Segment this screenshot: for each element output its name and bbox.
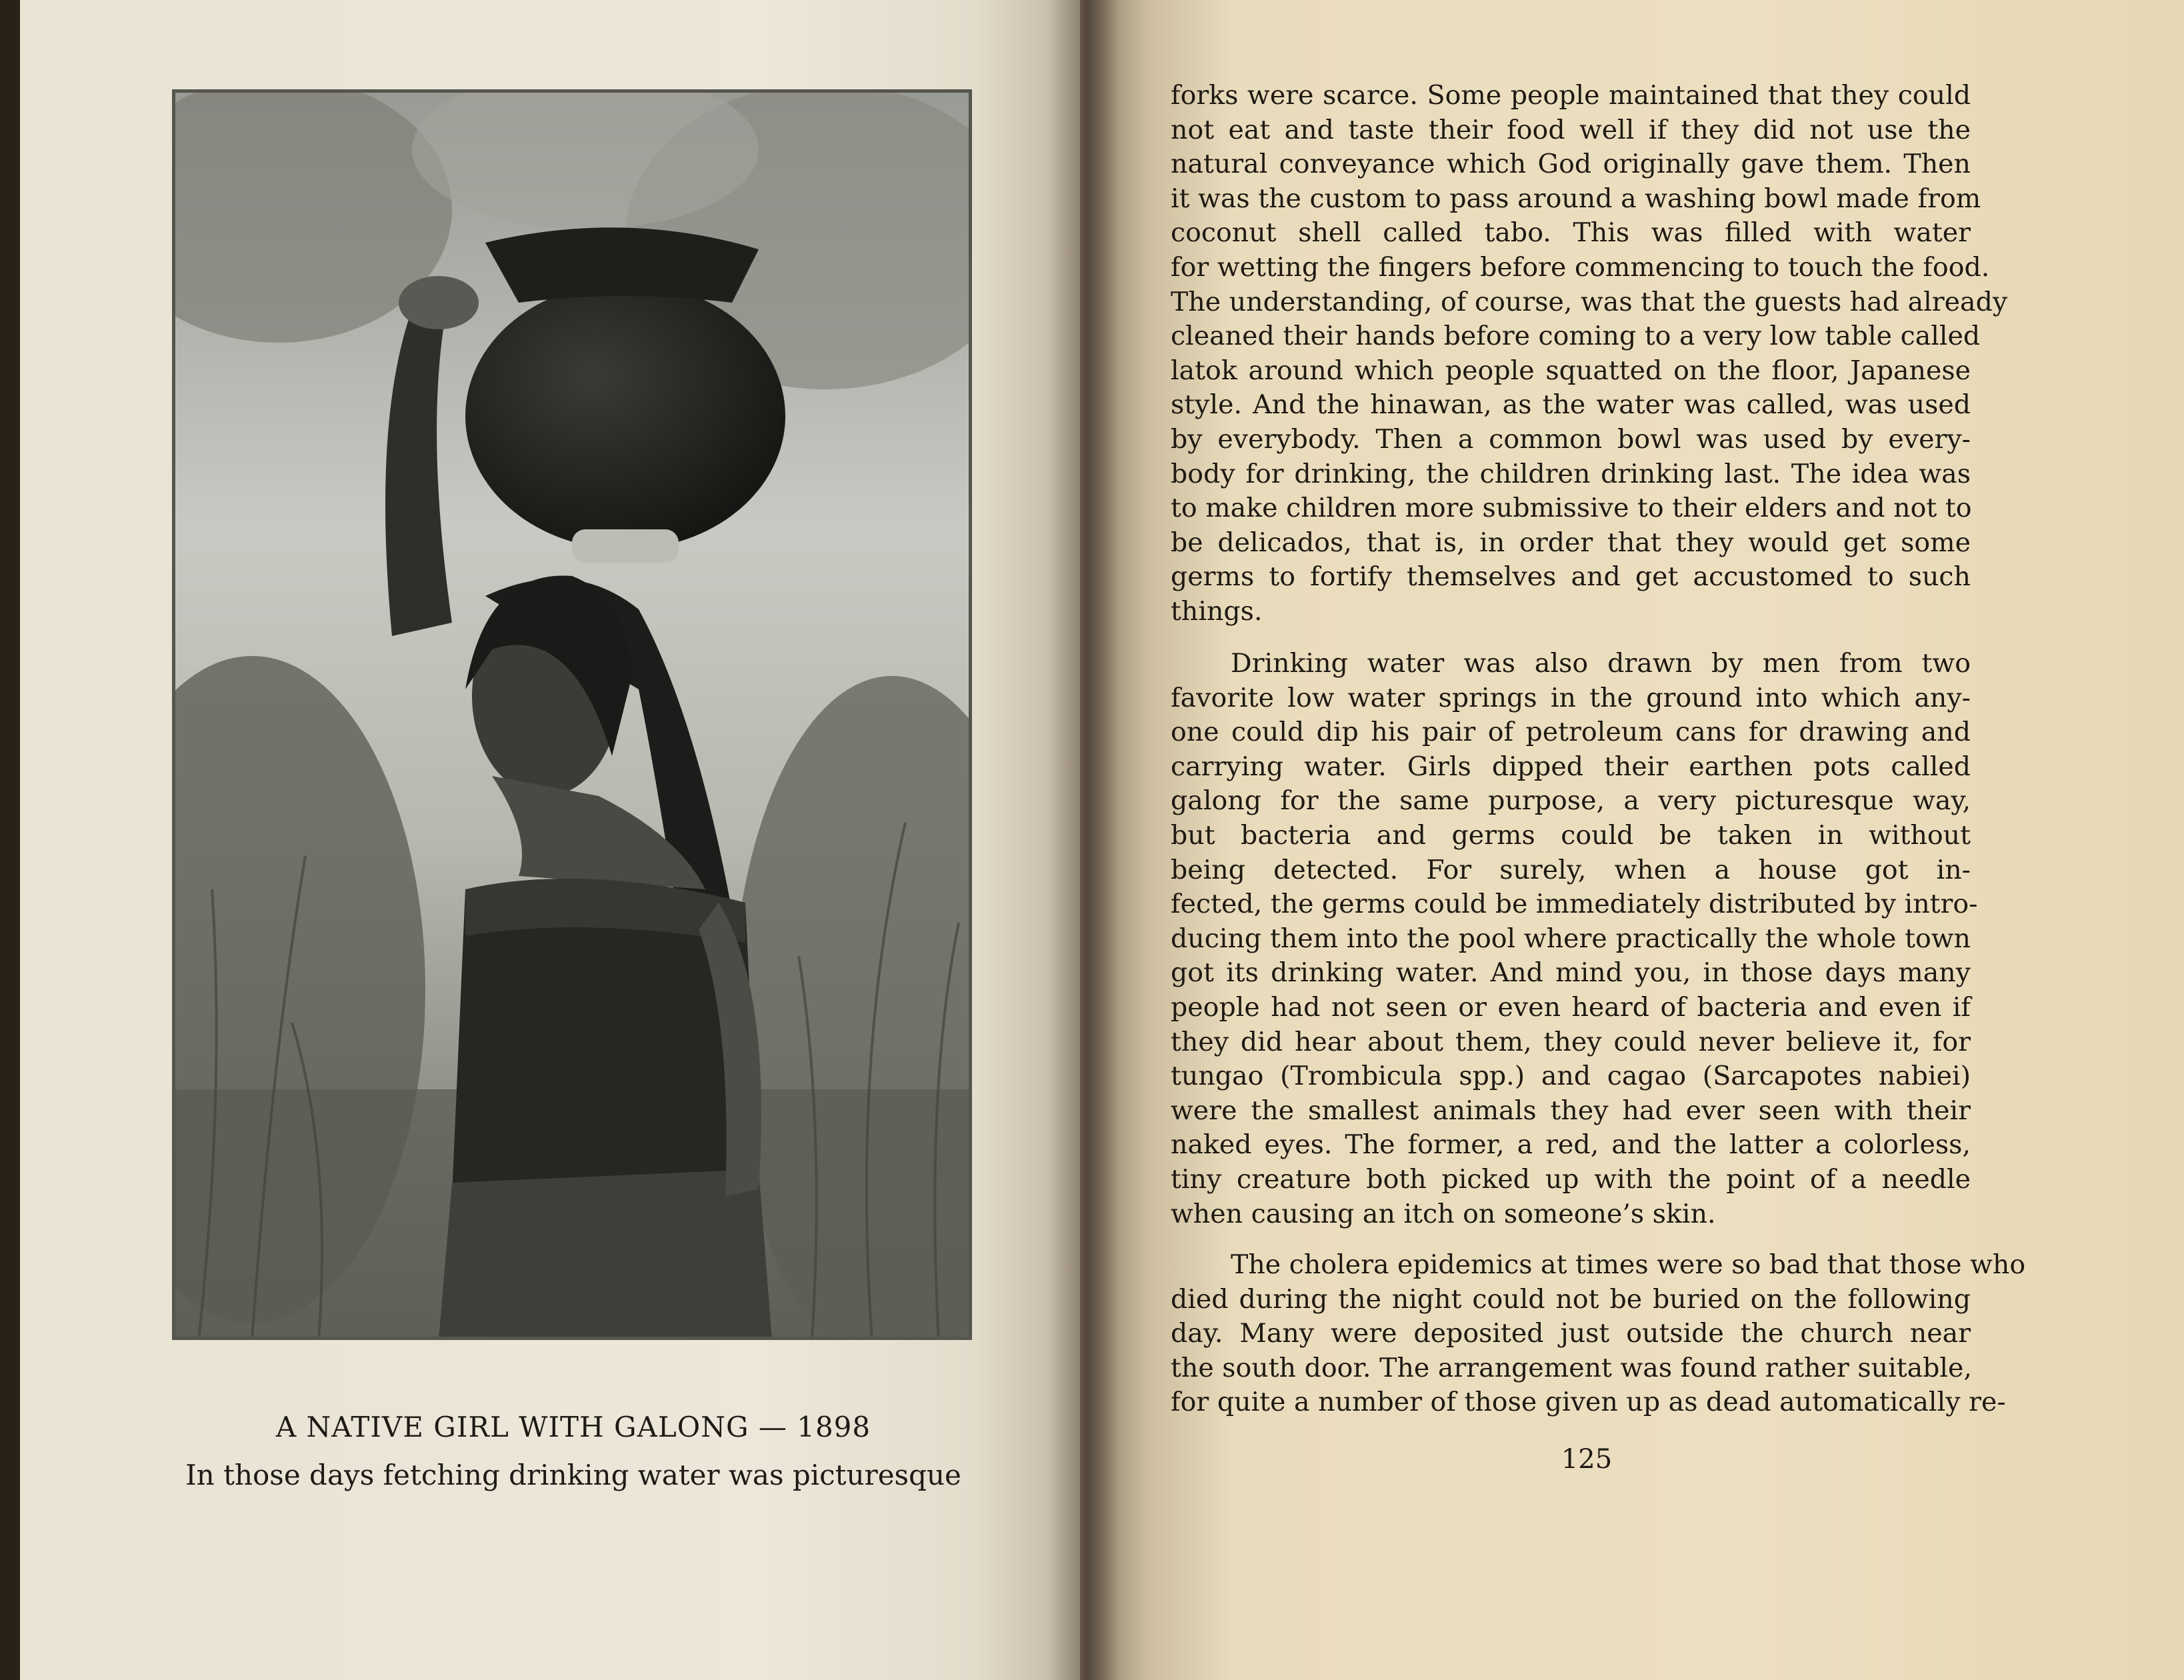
text-line: it was the custom to pass around a washing bowl made from [1171,183,1981,214]
text-line: galong for the same purpose, a very picturesque way, [1171,785,1971,817]
text-line: germs to fortify themselves and get accustomed to such [1171,561,1971,593]
text-line: being detected. For surely, when a house got in- [1171,854,1971,885]
text-line: The cholera epidemics at times were so bad that those who [1231,1249,2026,1280]
text-line: one could dip his pair of petroleum cans for drawing and [1171,717,1971,748]
text-line: tiny creature both picked up with the point of a needle [1171,1163,1971,1195]
text-line: when causing an itch on someone’s skin. [1171,1198,1716,1229]
text-line: favorite low water springs in the ground into which any- [1171,682,1971,713]
text-line: coconut shell called tabo. This was filled with water [1171,217,1971,249]
text-line: ducing them into the pool where practically the whole town [1171,923,1971,954]
text-line: got its drinking water. And mind you, in those days many [1171,957,1971,989]
text-line: people had not seen or even heard of bacteria and even if [1171,991,1971,1023]
text-line: to make children more submissive to their elders and not to [1171,493,1972,524]
text-line: for quite a number of those given up as dead automatically re- [1171,1387,2006,1418]
text-line: cleaned their hands before coming to a very low table called [1171,321,1981,352]
photo-illustration [172,89,972,1340]
paragraph-2 [1171,647,1978,1231]
text-line: The understanding, of course, was that the guests had already [1171,286,2008,317]
photo-caption-title: A NATIVE GIRL WITH GALONG — 1898 [275,1411,871,1443]
text-line: forks were scarce. Some people maintained that they could [1171,80,1971,111]
photo-girl-with-water-pot [172,89,972,1340]
text-line: by everybody. Then a common bowl was used by every- [1171,423,1971,455]
text-line: day. Many were deposited just outside the church near [1171,1318,1971,1349]
paragraph-3 [1171,1248,2026,1420]
text-line: style. And the hinawan, as the water was called, was used [1171,389,1971,421]
text-line: but bacteria and germs could be taken in without [1171,819,1971,851]
text-line: died during the night could not be buried on the following [1171,1283,1971,1315]
text-line: were the smallest animals they had ever seen with their [1171,1095,1971,1126]
text-line: tungao (Trombicula spp.) and cagao (Sarcapotes nabiei) [1171,1061,1971,1092]
text-line: for wetting the fingers before commencing to touch the food. [1171,251,1990,283]
text-line: they did hear about them, they could never believe it, for [1171,1026,1971,1057]
text-line: the south door. The arrangement was found rather suitable, [1171,1352,1972,1383]
text-line: be delicados, that is, in order that they would get some [1171,527,1971,558]
paragraph-1 [1171,79,2008,629]
text-line: body for drinking, the children drinking last. The idea was [1171,458,1971,489]
text-line: naked eyes. The former, a red, and the latter a colorless, [1171,1129,1971,1161]
photo-caption-subtitle: In those days fetching drinking water was picturesque [185,1459,961,1491]
text-line: not eat and taste their food well if they did not use the [1171,114,1971,145]
page-number: 125 [1561,1444,1613,1475]
text-line: natural conveyance which God originally gave them. Then [1171,149,1971,180]
text-line: fected, the germs could be immediately distributed by intro- [1171,889,1978,920]
text-line: latok around which people squatted on the floor, Japanese [1171,355,1971,386]
text-line: things. [1171,595,1263,627]
text-line: carrying water. Girls dipped their earthen pots called [1171,751,1971,782]
text-line: Drinking water was also drawn by men from two [1231,648,1971,679]
